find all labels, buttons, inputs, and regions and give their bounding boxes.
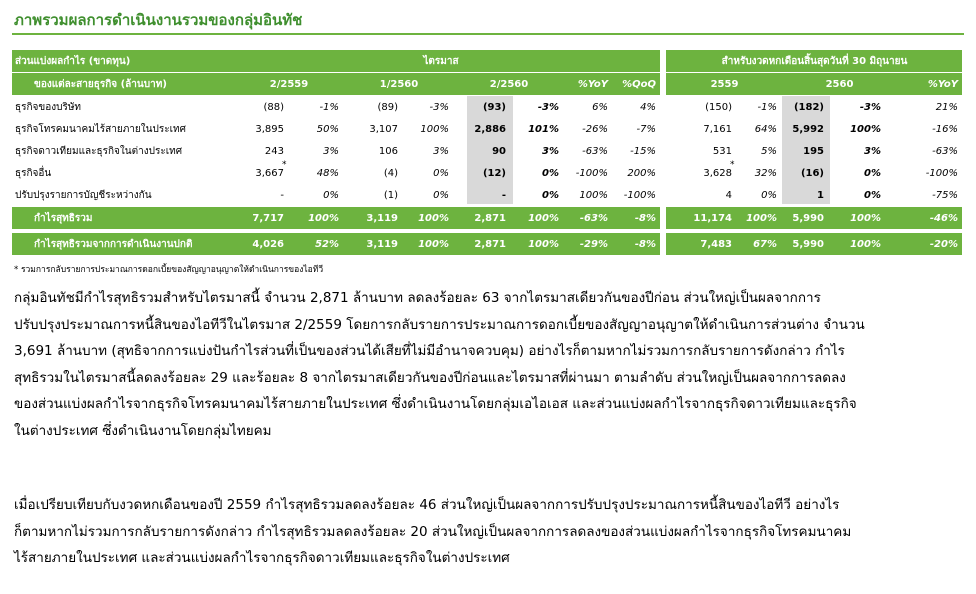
cell-ap: 52%	[315, 238, 339, 250]
cell-a: 4,026	[252, 238, 284, 250]
cell-h1: 3,628	[703, 167, 732, 179]
cell-b: 3,119	[366, 238, 398, 250]
cell-cp: 100%	[528, 212, 559, 224]
cell-b: 3,119	[366, 212, 398, 224]
cell-h1: 7,161	[703, 123, 732, 135]
paragraph-line: เมื่อเปรียบเทียบกับงวดหกเดือนของปี 2559 กำไรสุทธิรวมลดลงร้อยละ 46 ส่วนใหญ่เป็นผลจากการปรับปรุงประมาณการหนี้สินของไอทีวี อย่างไร	[14, 497, 840, 513]
cell-h1: 11,174	[693, 212, 732, 224]
cell-h1: 4	[725, 189, 732, 201]
cell-h1p: -1%	[757, 101, 777, 113]
cell-bp: 100%	[418, 212, 449, 224]
cell-h2p: 0%	[864, 189, 881, 201]
row-label: กำไรสุทธิรวม	[34, 212, 93, 224]
table-row	[12, 140, 962, 162]
cell-c: 90	[492, 145, 506, 157]
header-q3: 2/2560	[489, 78, 529, 90]
cell-c: (93)	[482, 101, 506, 113]
cell-qoq: 4%	[640, 101, 656, 113]
cell-h2p: 100%	[850, 212, 881, 224]
paragraph-line: ของส่วนแบ่งผลกำไรจากธุรกิจโทรคมนาคมไร้สายภายในประเทศ ซึ่งดำเนินงานโดยกลุ่มเอไอเอส และส่วนแบ่งผลกำไรจากธุรกิจดาวเทียมและธุรกิจ	[14, 396, 857, 412]
cell-h2: 1	[817, 189, 824, 201]
cell-qoq: -7%	[636, 123, 656, 135]
cell-qoq: -15%	[630, 145, 656, 157]
header-quarter-group: ไตรมาส	[423, 55, 459, 67]
cell-hyoy: -20%	[929, 238, 958, 250]
cell-b: (4)	[383, 167, 398, 179]
cell-hyoy: -63%	[932, 145, 958, 157]
cell-qoq: 200%	[627, 167, 656, 179]
cell-h1p: 67%	[753, 238, 777, 250]
table-row	[12, 118, 962, 140]
header-h2: 2560	[825, 78, 854, 90]
row-label: ปรับปรุงรายการบัญชีระหว่างกัน	[15, 189, 152, 201]
cell-b: (89)	[377, 101, 398, 113]
cell-hyoy: -100%	[925, 167, 958, 179]
table-row	[12, 162, 962, 184]
cell-cp: 3%	[542, 145, 559, 157]
cell-yoy: -63%	[579, 212, 608, 224]
cell-h1p: 32%	[754, 167, 777, 179]
paragraph-line: สุทธิรวมในไตรมาสนี้ลดลงร้อยละ 29 และร้อยละ 8 จากไตรมาสเดียวกันของปีก่อนและไตรมาสที่ผ่านมา ตามลำดับ ส่วนใหญ่เป็นผลจากการลดลง	[14, 369, 846, 386]
cell-a: -	[280, 189, 284, 201]
cell-h2: 5,990	[792, 238, 824, 250]
cell-yoy: 6%	[592, 101, 608, 113]
paragraph-line: ปรับปรุงประมาณการหนี้สินของไอทีวีในไตรมาส 2/2559 โดยการกลับรายการประมาณการดอกเบี้ยของสัญญาอนุญาตให้ดำเนินการส่วนต่าง จำนวน	[14, 316, 865, 333]
cell-h2: (16)	[800, 167, 824, 179]
paragraph-line: 3,691 ล้านบาท (สุทธิจากการแบ่งปันกำไรส่วนที่เป็นของส่วนได้เสียที่ไม่มีอำนาจควบคุม) อย่างไรก็ตามหากไม่รวมการกลับรายการดังกล่าว กำไร	[14, 343, 845, 359]
title-divider	[12, 33, 964, 35]
cell-hyoy: -16%	[932, 123, 958, 135]
paragraph-halfyear-summary	[14, 492, 964, 572]
cell-b: 106	[378, 145, 398, 157]
cell-h2p: -3%	[859, 101, 881, 113]
cell-h2p: 100%	[850, 123, 881, 135]
cell-a: (88)	[263, 101, 284, 113]
cell-h1p: 64%	[754, 123, 777, 135]
cell-ap: 0%	[323, 189, 339, 201]
page-title: ภาพรวมผลการดำเนินงานรวมของกลุ่มอินทัช	[14, 11, 303, 29]
cell-h2: 5,990	[792, 212, 824, 224]
cell-cp: 0%	[542, 189, 559, 201]
cell-qoq: -100%	[623, 189, 656, 201]
cell-c: 2,871	[474, 238, 506, 250]
cell-hyoy: -46%	[929, 212, 958, 224]
paragraph-line: ในต่างประเทศ ซึ่งดำเนินงานโดยกลุ่มไทยคม	[14, 422, 272, 439]
header-q2: 1/2560	[379, 78, 419, 90]
cell-ap: 50%	[316, 123, 339, 135]
header-q1: 2/2559	[269, 78, 309, 90]
paragraph-line: กลุ่มอินทัชมีกำไรสุทธิรวมสำหรับไตรมาสนี้ จำนวน 2,871 ล้านบาท ลดลงร้อยละ 63 จากไตรมาสเดียวกันของปีก่อน ส่วนใหญ่เป็นผลจากการ	[14, 290, 821, 306]
cell-hyoy: -75%	[932, 189, 958, 201]
cell-h2p: 100%	[850, 238, 881, 250]
cell-c: 2,871	[474, 212, 506, 224]
cell-a: 3,895	[255, 123, 284, 135]
header-yoy: %YoY	[577, 78, 608, 90]
table-row	[12, 184, 962, 206]
cell-bp: 0%	[433, 167, 449, 179]
cell-yoy: -26%	[582, 123, 608, 135]
cell-a: 243	[264, 145, 284, 157]
cell-bp: 100%	[418, 238, 449, 250]
header-h1: 2559	[710, 78, 739, 90]
cell-h2: (182)	[793, 101, 824, 113]
cell-h1: 7,483	[700, 238, 732, 250]
cell-cp: 100%	[528, 238, 559, 250]
header-halfyear-group: สำหรับงวดหกเดือนสิ้นสุดวันที่ 30 มิถุนายน	[721, 55, 908, 67]
row-label: ธุรกิจของบริษัท	[15, 101, 82, 113]
header-hyoy: %YoY	[927, 78, 958, 90]
cell-h2p: 3%	[864, 145, 881, 157]
cell-cp: -3%	[537, 101, 559, 113]
header-sublabel: ของแต่ละสายธุรกิจ (ล้านบาท)	[34, 78, 167, 90]
cell-h1: 531	[712, 145, 732, 157]
cell-a: 3,667	[255, 167, 284, 179]
cell-cp: 0%	[542, 167, 559, 179]
total-row	[12, 233, 962, 255]
cell-bp: 3%	[433, 145, 449, 157]
cell-h1p: 5%	[761, 145, 777, 157]
header-qoq: %QoQ	[622, 78, 656, 90]
paragraph-line: ไร้สายภายในประเทศ และส่วนแบ่งผลกำไรจากธุรกิจดาวเทียมและธุรกิจในต่างประเทศ	[14, 550, 510, 566]
row-label: กำไรสุทธิรวมจากการดำเนินงานปกติ	[34, 238, 193, 250]
cell-b: 3,107	[369, 123, 398, 135]
row-label: ธุรกิจดาวเทียมและธุรกิจในต่างประเทศ	[15, 145, 183, 157]
cell-h2: 195	[803, 145, 824, 157]
cell-c: 2,886	[474, 123, 506, 135]
cell-h1p: 0%	[761, 189, 777, 201]
cell-bp: 0%	[433, 189, 449, 201]
footnote-marker: *	[730, 160, 735, 170]
cell-yoy: -29%	[579, 238, 608, 250]
row-label: ธุรกิจโทรคมนาคมไร้สายภายในประเทศ	[15, 123, 186, 135]
row-label: ธุรกิจอื่น	[15, 167, 52, 179]
cell-c: (12)	[482, 167, 506, 179]
cell-qoq: -8%	[634, 212, 656, 224]
cell-bp: 100%	[420, 123, 449, 135]
cell-h1: (150)	[705, 101, 732, 113]
paragraph-quarter-summary	[14, 285, 964, 444]
cell-yoy: -63%	[582, 145, 608, 157]
cell-qoq: -8%	[634, 238, 656, 250]
table-row	[12, 96, 962, 118]
cell-h2p: 0%	[864, 167, 881, 179]
column-gap	[660, 73, 666, 95]
cell-yoy: -100%	[575, 167, 608, 179]
column-gap	[660, 233, 666, 255]
table-header-row-1	[12, 50, 962, 72]
cell-ap: 48%	[316, 167, 339, 179]
cell-ap: 3%	[323, 145, 339, 157]
cell-a: 7,717	[252, 212, 284, 224]
table-header-row-2	[12, 73, 962, 95]
cell-ap: -1%	[319, 101, 339, 113]
cell-bp: -3%	[429, 101, 449, 113]
footnote-marker: *	[282, 160, 287, 170]
cell-h2: 5,992	[792, 123, 824, 135]
paragraph-line: ก็ตามหากไม่รวมการกลับรายการดังกล่าว กำไรสุทธิรวมลดลงร้อยละ 20 ส่วนใหญ่เป็นผลจากการลดลงของส่วนแบ่งผลกำไรจากธุรกิจโทรคมนาคม	[14, 523, 852, 540]
cell-b: (1)	[383, 189, 398, 201]
header-label: ส่วนแบ่งผลกำไร (ขาดทุน)	[15, 55, 131, 67]
cell-ap: 100%	[308, 212, 339, 224]
cell-yoy: 100%	[579, 189, 608, 201]
footnote: * รวมการกลับรายการประมาณการดอกเบี้ยของสัญญาอนุญาตให้ดำเนินการของไอทีวี	[14, 265, 324, 275]
cell-cp: 101%	[528, 123, 559, 135]
cell-c: -	[501, 189, 506, 201]
cell-h1p: 100%	[746, 212, 777, 224]
total-row	[12, 207, 962, 229]
column-gap	[660, 207, 666, 229]
cell-hyoy: 21%	[935, 101, 958, 113]
